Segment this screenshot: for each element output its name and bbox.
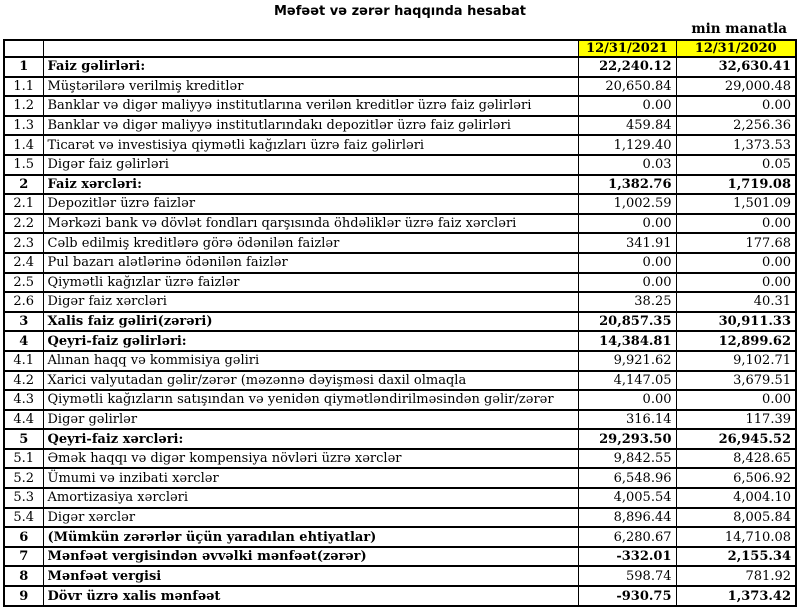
row-number-cell: 9 xyxy=(4,586,43,606)
row-label-cell: Mənfəət vergisi xyxy=(43,566,578,586)
row-label-cell: Pul bazarı alətlərinə ödənilən faizlər xyxy=(43,253,578,273)
row-number-cell: 2.5 xyxy=(4,273,43,293)
corner-cell xyxy=(4,40,43,57)
value-2021-cell: -930.75 xyxy=(578,586,676,606)
value-2020-cell: 14,710.08 xyxy=(676,527,796,547)
value-2021-cell: 0.00 xyxy=(578,214,676,234)
row-label-cell: Banklar və digər maliyyə institutlarına verilən kreditlər üzrə faiz gəlirləri xyxy=(43,96,578,116)
table-row xyxy=(4,175,796,195)
value-2020-cell: 6,506.92 xyxy=(676,468,796,488)
value-2021-cell: -332.01 xyxy=(578,547,676,567)
row-label-cell: Depozitlər üzrə faizlər xyxy=(43,194,578,214)
table-row xyxy=(4,253,796,273)
row-number-cell: 4 xyxy=(4,331,43,351)
value-2021-cell: 20,857.35 xyxy=(578,312,676,332)
value-2021-cell: 0.00 xyxy=(578,273,676,293)
row-number-cell: 2.2 xyxy=(4,214,43,234)
value-2020-cell: 32,630.41 xyxy=(676,57,796,77)
row-number-cell: 6 xyxy=(4,527,43,547)
table-row xyxy=(4,233,796,253)
row-number-cell: 1.4 xyxy=(4,135,43,155)
row-label-cell: Digər faiz gəlirləri xyxy=(43,155,578,175)
row-label-cell: Digər faiz xərcləri xyxy=(43,292,578,312)
table-row xyxy=(4,57,796,77)
value-2021-cell: 0.00 xyxy=(578,253,676,273)
table-row xyxy=(4,331,796,351)
row-label-cell: Xalis faiz gəliri(zərəri) xyxy=(43,312,578,332)
row-number-cell: 5.1 xyxy=(4,449,43,469)
table-row xyxy=(4,292,796,312)
row-label-cell: Ümumi və inzibati xərclər xyxy=(43,468,578,488)
table-row xyxy=(4,312,796,332)
row-number-cell: 1.5 xyxy=(4,155,43,175)
row-number-cell: 4.1 xyxy=(4,351,43,371)
row-number-cell: 4.3 xyxy=(4,390,43,410)
row-label-cell: Faiz xərcləri: xyxy=(43,175,578,195)
row-label-cell: Qiymətli kağızların satışından və yenidən qiymətləndirilməsindən gəlir/zərər xyxy=(43,390,578,410)
table-row xyxy=(4,116,796,136)
value-2021-cell: 22,240.12 xyxy=(578,57,676,77)
column-header-2021: 12/31/2021 xyxy=(578,40,676,57)
table-row xyxy=(4,194,796,214)
value-2020-cell: 8,428.65 xyxy=(676,449,796,469)
value-2021-cell: 8,896.44 xyxy=(578,508,676,528)
table-row xyxy=(4,508,796,528)
value-2020-cell: 0.00 xyxy=(676,273,796,293)
value-2021-cell: 316.14 xyxy=(578,410,676,430)
row-number-cell: 5 xyxy=(4,429,43,449)
value-2020-cell: 8,005.84 xyxy=(676,508,796,528)
table-row xyxy=(4,77,796,97)
value-2020-cell: 1,501.09 xyxy=(676,194,796,214)
table-row xyxy=(4,566,796,586)
table-row xyxy=(4,273,796,293)
value-2020-cell: 0.00 xyxy=(676,214,796,234)
row-number-cell: 5.4 xyxy=(4,508,43,528)
table-row xyxy=(4,96,796,116)
row-label-cell: Mənfəət vergisindən əvvəlki mənfəət(zərər) xyxy=(43,547,578,567)
value-2021-cell: 38.25 xyxy=(578,292,676,312)
row-label-cell: Xarici valyutadan gəlir/zərər (məzənnə dəyişməsi daxil olmaqla xyxy=(43,371,578,391)
row-label-cell: Alınan haqq və kommisiya gəliri xyxy=(43,351,578,371)
value-2020-cell: 0.00 xyxy=(676,253,796,273)
value-2020-cell: 4,004.10 xyxy=(676,488,796,508)
value-2020-cell: 1,373.42 xyxy=(676,586,796,606)
value-2020-cell: 26,945.52 xyxy=(676,429,796,449)
value-2021-cell: 4,005.54 xyxy=(578,488,676,508)
row-label-cell: Əmək haqqı və digər kompensiya növləri üzrə xərclər xyxy=(43,449,578,469)
row-label-cell: Qeyri-faiz xərcləri: xyxy=(43,429,578,449)
table-row xyxy=(4,586,796,606)
table-row xyxy=(4,351,796,371)
value-2020-cell: 40.31 xyxy=(676,292,796,312)
value-2021-cell: 1,129.40 xyxy=(578,135,676,155)
row-number-cell: 7 xyxy=(4,547,43,567)
value-2020-cell: 177.68 xyxy=(676,233,796,253)
value-2021-cell: 29,293.50 xyxy=(578,429,676,449)
value-2021-cell: 9,921.62 xyxy=(578,351,676,371)
table-row xyxy=(4,449,796,469)
row-number-cell: 2.1 xyxy=(4,194,43,214)
row-number-cell: 3 xyxy=(4,312,43,332)
row-number-cell: 4.2 xyxy=(4,371,43,391)
value-2020-cell: 0.00 xyxy=(676,390,796,410)
value-2020-cell: 0.00 xyxy=(676,96,796,116)
value-2021-cell: 459.84 xyxy=(578,116,676,136)
value-2020-cell: 117.39 xyxy=(676,410,796,430)
table-row xyxy=(4,214,796,234)
value-2020-cell: 12,899.62 xyxy=(676,331,796,351)
row-label-cell: Dövr üzrə xalis mənfəət xyxy=(43,586,578,606)
row-number-cell: 1.2 xyxy=(4,96,43,116)
table-row xyxy=(4,371,796,391)
table-row xyxy=(4,547,796,567)
table-row xyxy=(4,488,796,508)
table-row xyxy=(4,135,796,155)
table-row xyxy=(4,429,796,449)
row-number-cell: 2 xyxy=(4,175,43,195)
value-2021-cell: 598.74 xyxy=(578,566,676,586)
value-2021-cell: 14,384.81 xyxy=(578,331,676,351)
column-header-2020: 12/31/2020 xyxy=(676,40,796,57)
page-title: Məfəət və zərər haqqında hesabat xyxy=(274,4,526,19)
value-2020-cell: 3,679.51 xyxy=(676,371,796,391)
row-number-cell: 5.3 xyxy=(4,488,43,508)
value-2021-cell: 1,382.76 xyxy=(578,175,676,195)
value-2021-cell: 0.00 xyxy=(578,96,676,116)
row-label-cell: (Mümkün zərərlər üçün yaradılan ehtiyatlar) xyxy=(43,527,578,547)
table-row xyxy=(4,527,796,547)
value-2021-cell: 6,548.96 xyxy=(578,468,676,488)
value-2020-cell: 9,102.71 xyxy=(676,351,796,371)
value-2021-cell: 9,842.55 xyxy=(578,449,676,469)
row-label-cell: Faiz gəlirləri: xyxy=(43,57,578,77)
value-2020-cell: 1,719.08 xyxy=(676,175,796,195)
value-2021-cell: 20,650.84 xyxy=(578,77,676,97)
value-2020-cell: 2,155.34 xyxy=(676,547,796,567)
row-number-cell: 8 xyxy=(4,566,43,586)
value-2020-cell: 0.05 xyxy=(676,155,796,175)
row-number-cell: 4.4 xyxy=(4,410,43,430)
table-row xyxy=(4,155,796,175)
value-2020-cell: 1,373.53 xyxy=(676,135,796,155)
row-label-cell: Amortizasiya xərcləri xyxy=(43,488,578,508)
value-2020-cell: 30,911.33 xyxy=(676,312,796,332)
label-header-cell xyxy=(43,40,578,57)
row-label-cell: Qeyri-faiz gəlirləri: xyxy=(43,331,578,351)
row-number-cell: 1 xyxy=(4,57,43,77)
value-2021-cell: 1,002.59 xyxy=(578,194,676,214)
value-2021-cell: 6,280.67 xyxy=(578,527,676,547)
row-label-cell: Banklar və digər maliyyə institutlarındakı depozitlər üzrə faiz gəlirləri xyxy=(43,116,578,136)
row-number-cell: 5.2 xyxy=(4,468,43,488)
row-label-cell: Ticarət və investisiya qiymətli kağızları üzrə faiz gəlirləri xyxy=(43,135,578,155)
value-2020-cell: 29,000.48 xyxy=(676,77,796,97)
value-2021-cell: 0.00 xyxy=(578,390,676,410)
value-2020-cell: 2,256.36 xyxy=(676,116,796,136)
row-number-cell: 1.1 xyxy=(4,77,43,97)
row-label-cell: Digər gəlirlər xyxy=(43,410,578,430)
row-label-cell: Müştərilərə verilmiş kreditlər xyxy=(43,77,578,97)
table-row xyxy=(4,390,796,410)
value-2021-cell: 341.91 xyxy=(578,233,676,253)
row-label-cell: Digər xərclər xyxy=(43,508,578,528)
row-number-cell: 2.4 xyxy=(4,253,43,273)
header-row xyxy=(4,40,796,57)
row-label-cell: Cəlb edilmiş kreditlərə görə ödənilən faizlər xyxy=(43,233,578,253)
value-2021-cell: 4,147.05 xyxy=(578,371,676,391)
table-row xyxy=(4,410,796,430)
value-2020-cell: 781.92 xyxy=(676,566,796,586)
row-label-cell: Mərkəzi bank və dövlət fondları qarşısında öhdəliklər üzrə faiz xərcləri xyxy=(43,214,578,234)
unit-note: min manatla xyxy=(691,21,787,37)
row-number-cell: 2.3 xyxy=(4,233,43,253)
report-table xyxy=(3,39,797,607)
row-number-cell: 2.6 xyxy=(4,292,43,312)
table-row xyxy=(4,468,796,488)
value-2021-cell: 0.03 xyxy=(578,155,676,175)
row-number-cell: 1.3 xyxy=(4,116,43,136)
report-table-body xyxy=(4,57,796,606)
row-label-cell: Qiymətli kağızlar üzrə faizlər xyxy=(43,273,578,293)
